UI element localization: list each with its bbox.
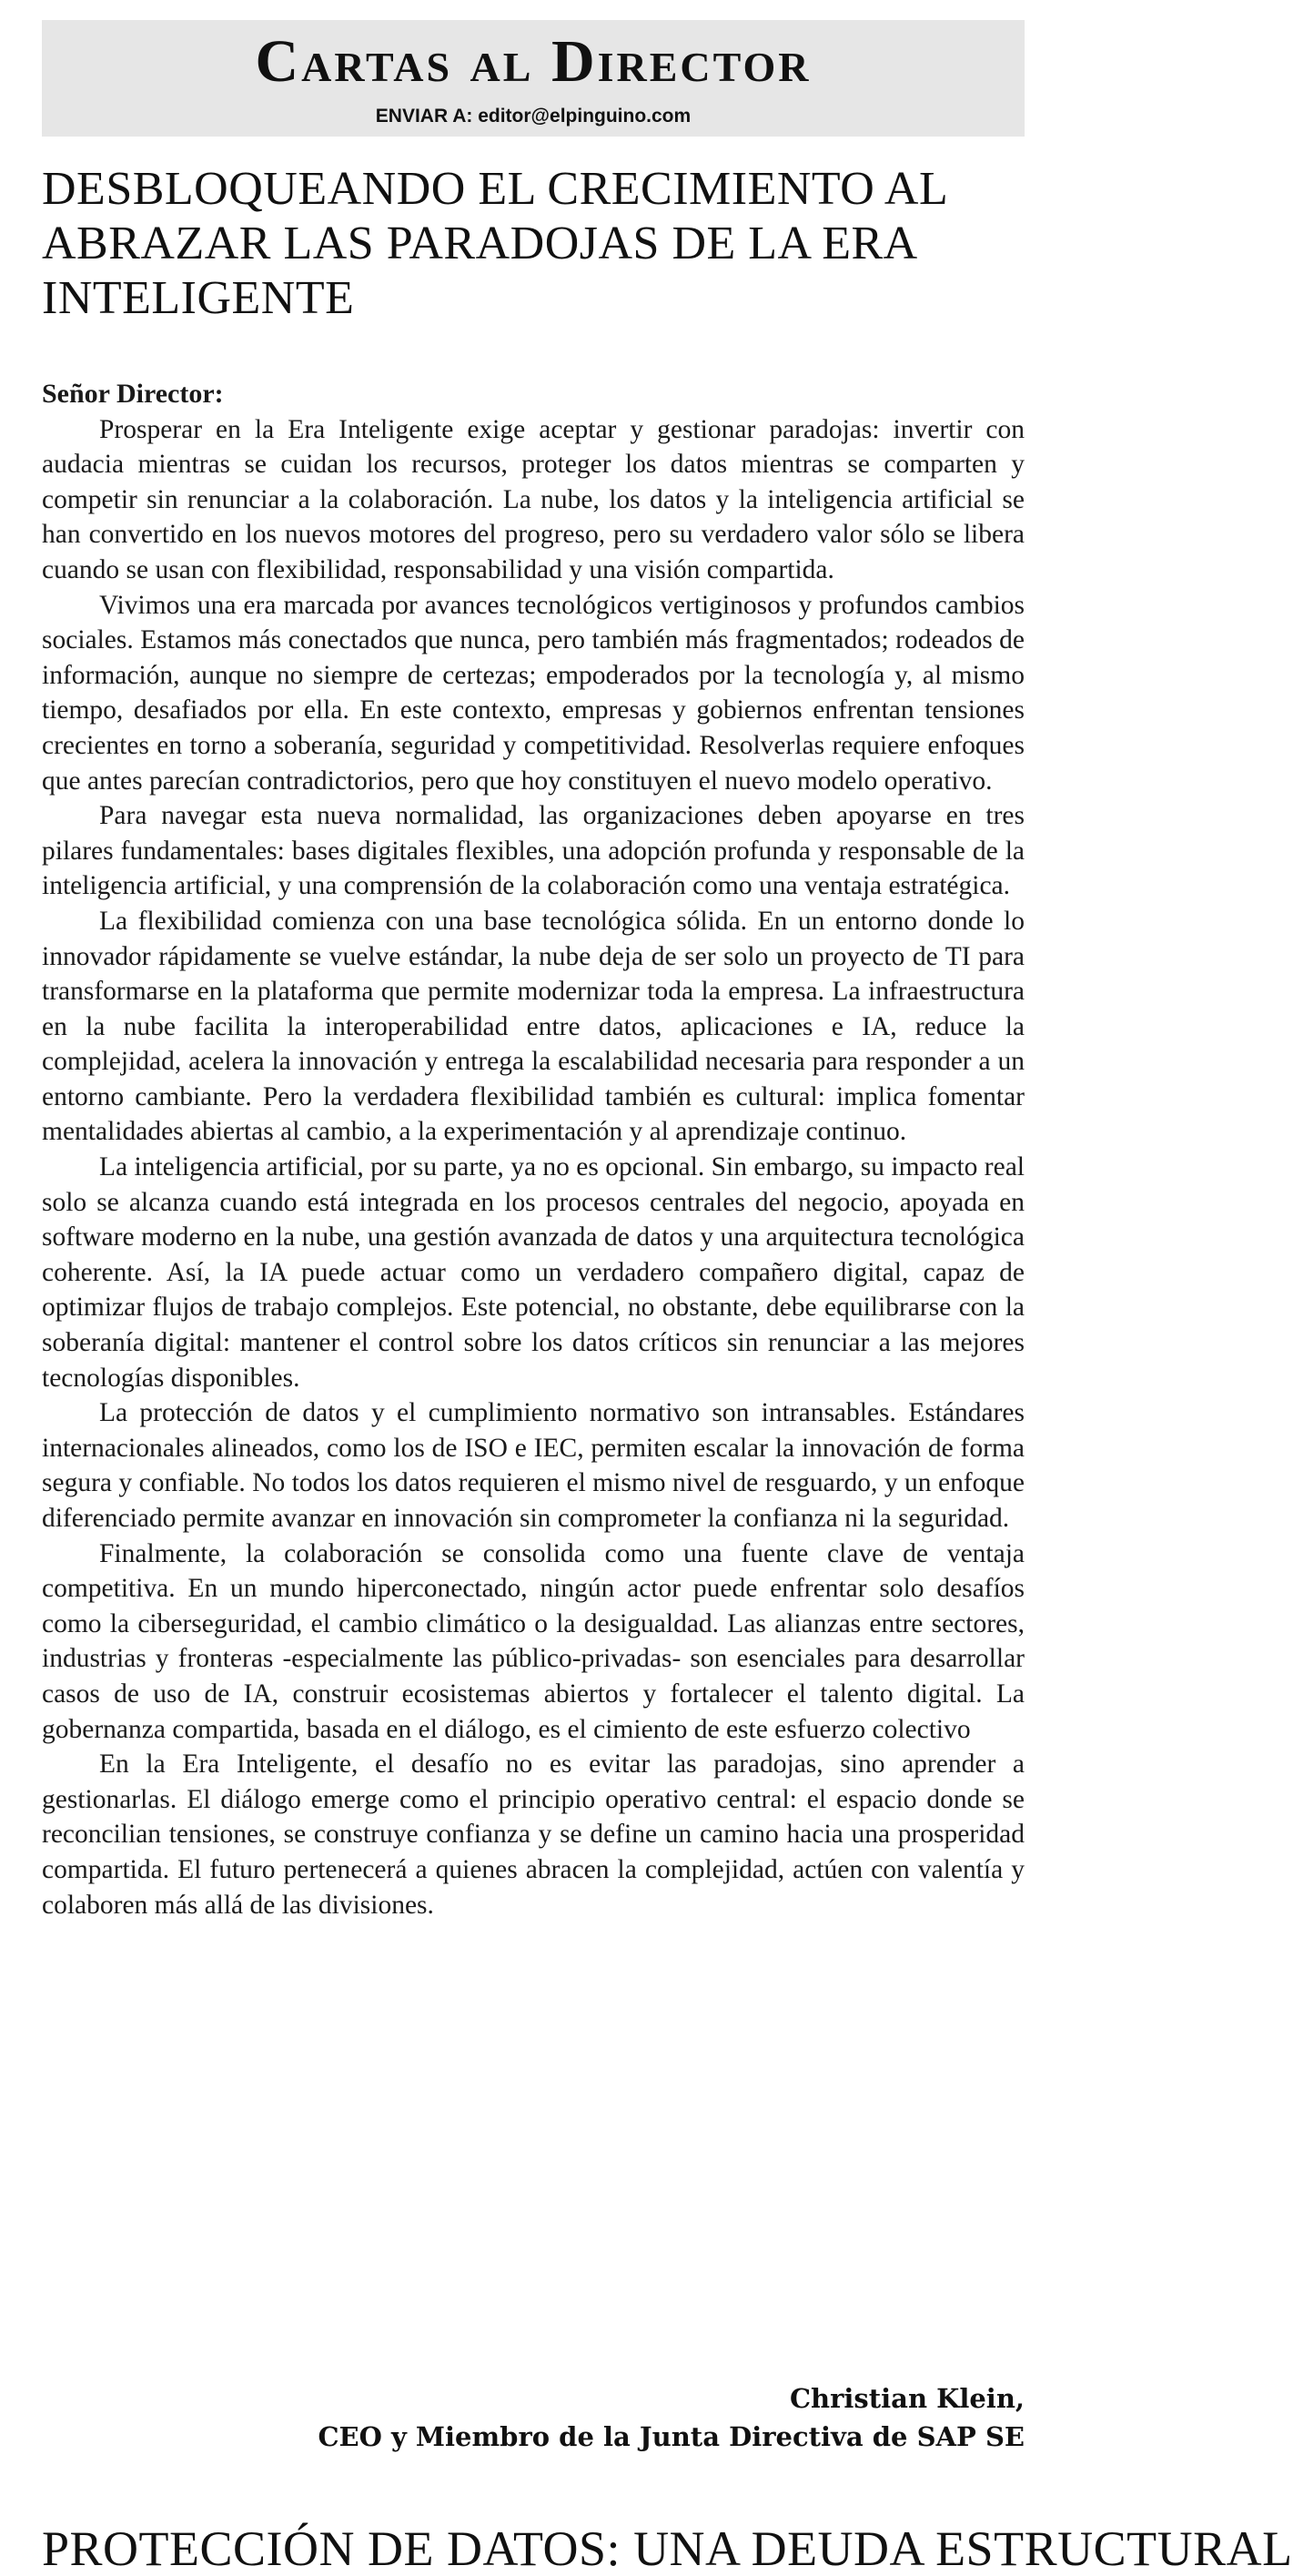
send-to-email[interactable]: editor@elpinguino.com (478, 106, 692, 127)
paragraph-2: Vivimos una era marcada por avances tecnológicos vertiginosos y profundos cambios sociales. Estamos más conectados que nunca, pero también más fragmentados; rodeados de información, aunque no siempre de certezas; empoderados por la tecnología y, al mismo tiempo, desafiados por ella. En este contexto, empresas y gobiernos enfrentan tensiones crecientes en torno a soberanía, seguridad y competitividad. Resolverlas requiere enfoques que antes parecían contradictorios, pero que hoy constituyen el nuevo modelo operativo. (42, 590, 1025, 796)
next-letter-headline: PROTECCIÓN DE DATOS: UNA DEUDA ESTRUCTURAL (42, 2521, 1293, 2576)
paragraph-3: Para navegar esta nueva normalidad, las organizaciones deben apoyarse en tres pilares fundamentales: bases digitales flexibles, una adopción profunda y responsable de la inteligencia artificial, y una comprensión de la colaboración como una ventaja estratégica. (42, 801, 1025, 901)
section-header (42, 20, 1025, 137)
paragraph-4: La flexibilidad comienza con una base tecnológica sólida. En un entorno donde lo innovador rápidamente se vuelve estándar, la nube deja de ser solo un proyecto de TI para transformarse en la plataforma que permite modernizar toda la empresa. La infraestructura en la nube facilita la interoperabilidad entre datos, aplicaciones e IA, reduce la complejidad, acelera la innovación y entrega la escalabilidad necesaria para responder a un entorno cambiante. Pero la verdadera flexibilidad también es cultural: implica fomentar mentalidades abiertas al cambio, a la experimentación y al aprendizaje continuo. (42, 906, 1025, 1147)
paragraph-6: La protección de datos y el cumplimiento normativo son intransables. Estándares internacionales alineados, como los de ISO e IEC, permiten escalar la innovación de forma segura y confiable. No todos los datos requieren el mismo nivel de resguardo, y un enfoque diferenciado permite avanzar en innovación sin comprometer la confianza ni la seguridad. (42, 1398, 1025, 1533)
signature-name: Christian Klein, (789, 2383, 1025, 2414)
send-to-line (42, 106, 1025, 127)
signature (318, 2379, 1025, 2456)
letter-body (42, 377, 1025, 1922)
paragraph-8: En la Era Inteligente, el desafío no es evitar las paradojas, sino aprender a gestionarlas. El diálogo emerge como el principio operativo central: el espacio donde se reconcilian tensiones, se construye confianza y se define un camino hacia una prosperidad compartida. El futuro pertenecerá a quienes abracen la complejidad, actúen con valentía y colaboren más allá de las divisiones. (42, 1749, 1025, 1920)
letter-headline: DESBLOQUEANDO EL CRECIMIENTO AL ABRAZAR LAS PARADOJAS DE LA ERA INTELIGENTE (42, 163, 947, 324)
send-to-label: ENVIAR A: (375, 106, 473, 127)
paragraph-5: La inteligencia artificial, por su parte, ya no es opcional. Sin embargo, su impacto real solo se alcanza cuando está integrada en los procesos centrales del negocio, apoyada en software moderno en la nube, una gestión avanzada de datos y una arquitectura tecnológica coherente. Así, la IA puede actuar como un verdadero compañero digital, capaz de optimizar flujos de trabajo complejos. Este potencial, no obstante, debe equilibrarse con la soberanía digital: mantener el control sobre los datos críticos sin renunciar a las mejores tecnologías disponibles. (42, 1152, 1025, 1393)
section-title: Cartas al Director (255, 28, 812, 95)
paragraph-1: Prosperar en la Era Inteligente exige aceptar y gestionar paradojas: invertir con audacia mientras se cuidan los recursos, proteger los datos mientras se comparten y competir sin renunciar a la colaboración. La nube, los datos y la inteligencia artificial se han convertido en los nuevos motores del progreso, pero su verdadero valor sólo se libera cuando se usan con flexibilidad, responsabilidad y una visión compartida. (42, 414, 1025, 584)
salutation: Señor Director: (42, 379, 224, 409)
paragraph-7: Finalmente, la colaboración se consolida como una fuente clave de ventaja competitiva. En un mundo hiperconectado, ningún actor puede enfrentar solo desafíos como la ciberseguridad, el cambio climático o la desigualdad. Las alianzas entre sectores, industrias y fronteras -especialmente las público-privadas- son esenciales para desarrollar casos de uso de IA, construir ecosistemas abiertos y fortalecer el talento digital. La gobernanza compartida, basada en el diálogo, es el cimiento de este esfuerzo colectivo (42, 1538, 1025, 1744)
signature-role: CEO y Miembro de la Junta Directiva de SAP SE (318, 2421, 1025, 2452)
